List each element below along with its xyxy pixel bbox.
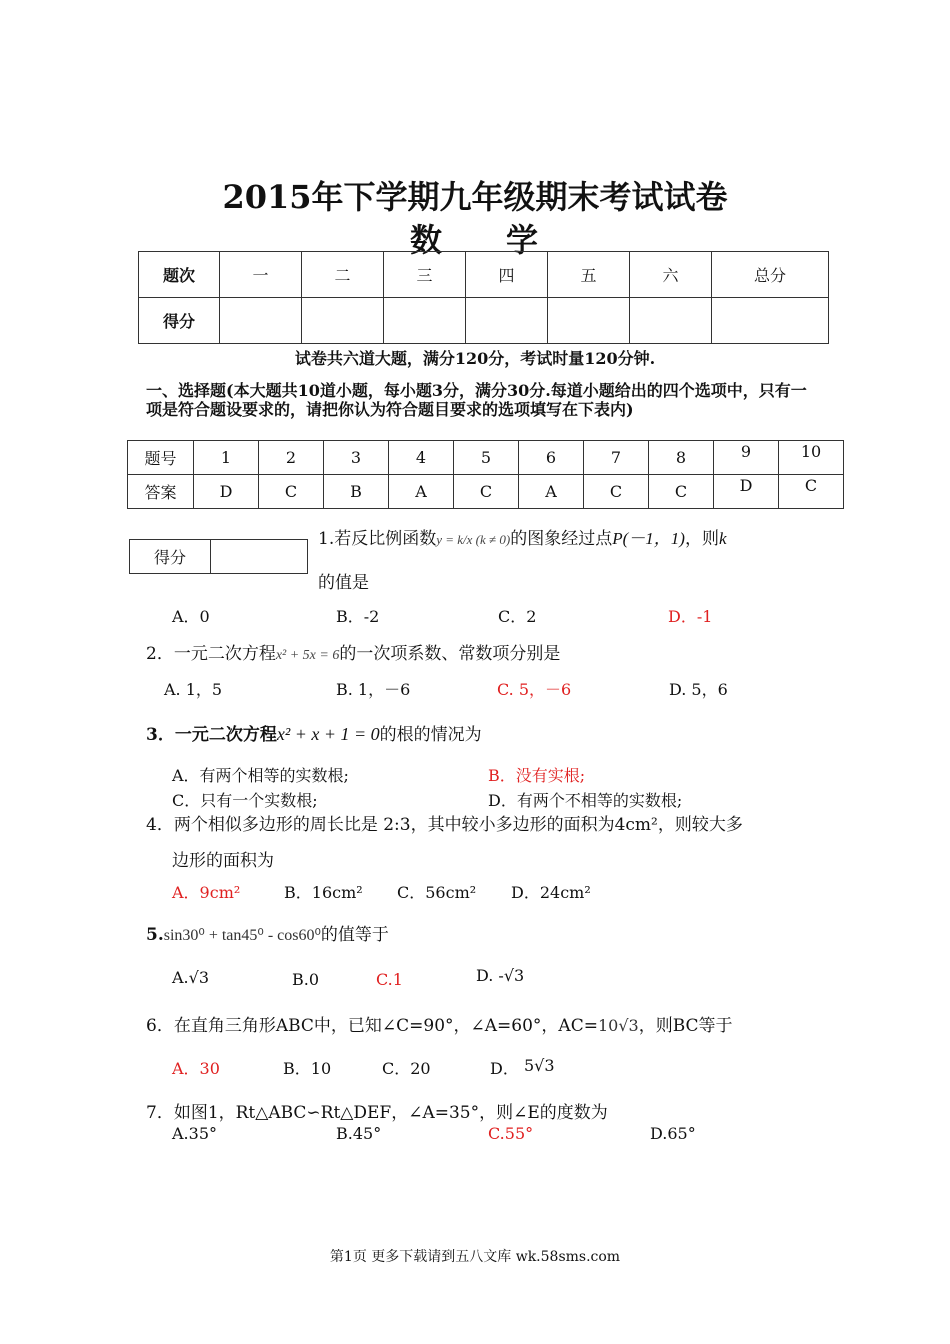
q5-text-suffix: 的值等于 bbox=[320, 925, 389, 945]
question-6 bbox=[146, 1011, 733, 1036]
score-cell[interactable] bbox=[712, 298, 829, 344]
answer-cell[interactable]: C bbox=[259, 475, 324, 509]
q7-option-d[interactable]: D.65° bbox=[650, 1124, 696, 1143]
question-number: 9 bbox=[714, 441, 779, 475]
score-box-label: 得分 bbox=[130, 540, 211, 574]
answer-cell[interactable]: B bbox=[324, 475, 389, 509]
q3-option-b[interactable]: B．没有实根; bbox=[488, 766, 586, 785]
q3-formula: x² + x + 1 = 0 bbox=[276, 724, 380, 744]
q4-option-c[interactable]: C．56cm² bbox=[397, 883, 477, 902]
q1-option-c[interactable]: C．2 bbox=[498, 607, 537, 626]
question-number: 4 bbox=[389, 441, 454, 475]
q3-option-d[interactable]: D．有两个不相等的实数根; bbox=[488, 791, 683, 810]
question-5 bbox=[146, 920, 389, 945]
answer-cell[interactable]: C bbox=[779, 475, 844, 509]
score-row-label: 得分 bbox=[139, 298, 220, 344]
q5-option-c[interactable]: C.1 bbox=[376, 970, 403, 989]
q5-option-d[interactable]: D. -√3 bbox=[476, 966, 525, 985]
q6-text: 6．在直角三角形ABC中，已知∠C=90°，∠A=60°，AC= bbox=[146, 1016, 598, 1036]
q4-option-d[interactable]: D．24cm² bbox=[511, 883, 591, 902]
q1-line2: 的值是 bbox=[318, 573, 369, 593]
question-number: 7 bbox=[584, 441, 649, 475]
q6-option-b[interactable]: B．10 bbox=[283, 1059, 332, 1078]
q6-text-suffix: ，则BC等于 bbox=[638, 1016, 733, 1036]
question-3 bbox=[146, 720, 482, 745]
exam-note: 试卷共六道大题，满分120分，考试时量120分钟. bbox=[294, 349, 656, 368]
q1-text: 1.若反比例函数 bbox=[318, 529, 437, 549]
q2-option-d[interactable]: D. 5，6 bbox=[669, 680, 728, 699]
q1-text-suffix: ，则 bbox=[684, 529, 719, 549]
answer-table bbox=[127, 440, 844, 509]
answer-cell[interactable]: D bbox=[714, 475, 779, 509]
section1-heading: 一、选择题(本大题共10道小题，每小题3分，满分30分.每道小题给出的四个选项中，只有一项是符合题设要求的，请把你认为符合题目要求的选项填写在下表内) bbox=[146, 381, 807, 419]
q1-option-b[interactable]: B．-2 bbox=[336, 607, 380, 626]
q5-option-a[interactable]: A.√3 bbox=[172, 968, 210, 987]
question-4: 4．两个相似多边形的周长比是 2:3，其中较小多边形的面积为4cm²，则较大多 bbox=[146, 815, 743, 835]
q5-formula: sin30⁰ + tan45⁰ - cos60⁰ bbox=[163, 927, 321, 944]
q1-text-mid: 的图象经过点 bbox=[510, 529, 613, 549]
q1-option-a[interactable]: A．0 bbox=[172, 607, 210, 626]
q4-option-b[interactable]: B．16cm² bbox=[284, 883, 363, 902]
q1-var: k bbox=[718, 529, 727, 548]
score-cell[interactable] bbox=[466, 298, 548, 344]
answer-cell[interactable]: A bbox=[519, 475, 584, 509]
page-title: 2015年下学期九年级期末考试试卷 bbox=[222, 178, 728, 216]
q7-option-b[interactable]: B.45° bbox=[336, 1124, 382, 1143]
page-footer: 第1页 更多下载请到五八文库 wk.58sms.com bbox=[329, 1249, 621, 1265]
answer-row-label: 答案 bbox=[128, 475, 194, 509]
q5-text: 5. bbox=[146, 925, 164, 945]
question-number: 5 bbox=[454, 441, 519, 475]
q7-option-c[interactable]: C.55° bbox=[488, 1124, 534, 1143]
answer-cell[interactable]: C bbox=[454, 475, 519, 509]
q4-line2: 边形的面积为 bbox=[172, 851, 274, 871]
answer-cell[interactable]: C bbox=[584, 475, 649, 509]
q2-option-a[interactable]: A. 1，5 bbox=[164, 680, 223, 699]
q5-option-b[interactable]: B.0 bbox=[292, 970, 320, 989]
question-number: 8 bbox=[649, 441, 714, 475]
score-cell[interactable] bbox=[220, 298, 302, 344]
question-number: 1 bbox=[194, 441, 259, 475]
score-cell[interactable] bbox=[384, 298, 466, 344]
q2-option-b[interactable]: B. 1，－6 bbox=[336, 680, 411, 699]
score-header-cell: 五 bbox=[548, 252, 630, 298]
question-number: 2 bbox=[259, 441, 324, 475]
q4-option-a[interactable]: A．9cm² bbox=[172, 883, 241, 902]
question-1 bbox=[318, 524, 727, 549]
q7-option-a[interactable]: A.35° bbox=[172, 1124, 217, 1143]
score-cell[interactable] bbox=[630, 298, 712, 344]
answer-header-label: 题号 bbox=[128, 441, 194, 475]
score-header-cell: 一 bbox=[220, 252, 302, 298]
subject-title: 数 学 bbox=[410, 221, 539, 259]
score-box bbox=[129, 539, 308, 574]
question-number: 6 bbox=[519, 441, 584, 475]
question-2 bbox=[146, 639, 560, 664]
q2-text: 2．一元二次方程 bbox=[146, 644, 276, 664]
q6-option-d-value: 5√3 bbox=[524, 1056, 555, 1075]
q6-formula: 10√3 bbox=[597, 1016, 639, 1035]
score-header-cell: 六 bbox=[630, 252, 712, 298]
answer-cell[interactable]: C bbox=[649, 475, 714, 509]
q1-option-d[interactable]: D．-1 bbox=[668, 607, 713, 626]
score-header-cell: 四 bbox=[466, 252, 548, 298]
q6-option-a[interactable]: A．30 bbox=[172, 1059, 220, 1078]
q2-text-suffix: 的一次项系数、常数项分别是 bbox=[339, 644, 561, 664]
q6-option-c[interactable]: C．20 bbox=[382, 1059, 431, 1078]
q3-text-suffix: 的根的情况为 bbox=[379, 725, 482, 745]
question-number: 10 bbox=[779, 441, 844, 475]
answer-cell[interactable]: A bbox=[389, 475, 454, 509]
q3-text: 3．一元二次方程 bbox=[146, 725, 277, 745]
q6-option-d[interactable]: D． bbox=[490, 1059, 519, 1078]
question-number: 3 bbox=[324, 441, 389, 475]
q1-formula: y = k/x (k ≠ 0) bbox=[436, 532, 511, 547]
q2-option-c[interactable]: C. 5，－6 bbox=[497, 680, 572, 699]
answer-cell[interactable]: D bbox=[194, 475, 259, 509]
question-7: 7．如图1，Rt△ABC∽Rt△DEF，∠A=35°，则∠E的度数为 bbox=[146, 1103, 608, 1123]
score-header-cell: 三 bbox=[384, 252, 466, 298]
q1-point: P(－1，1) bbox=[612, 529, 685, 548]
q2-formula: x² + 5x = 6 bbox=[275, 648, 340, 663]
score-header-cell: 二 bbox=[302, 252, 384, 298]
score-box-input[interactable] bbox=[211, 540, 308, 574]
q3-option-a[interactable]: A．有两个相等的实数根; bbox=[172, 766, 349, 785]
score-cell[interactable] bbox=[302, 298, 384, 344]
score-table bbox=[138, 251, 829, 344]
score-cell[interactable] bbox=[548, 298, 630, 344]
q3-option-c[interactable]: C．只有一个实数根; bbox=[172, 791, 318, 810]
score-header-cell: 题次 bbox=[139, 252, 220, 298]
score-header-cell: 总分 bbox=[712, 252, 829, 298]
